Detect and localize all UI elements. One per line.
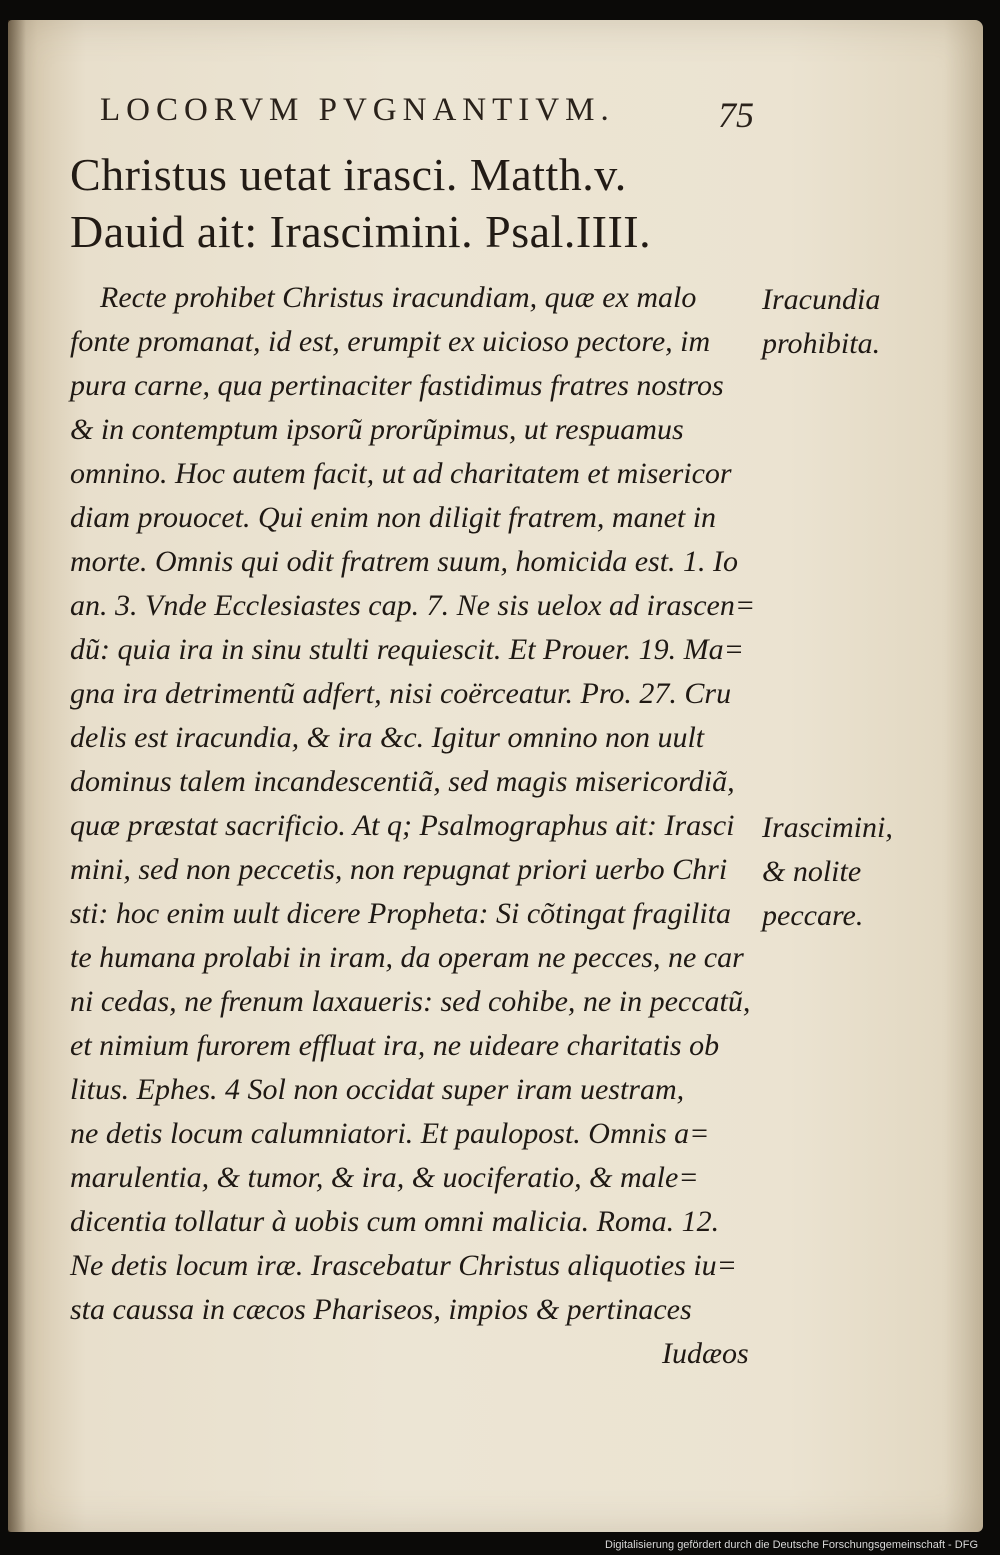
- body-line: dũ: quia ira in sinu stulti requiescit. Et Prouer. 19. Ma=: [70, 633, 744, 666]
- body-line: quæ præstat sacrificio. At q; Psalmographus ait: Irasci: [70, 809, 735, 842]
- body-line: diam prouocet. Qui enim non diligit fratrem, manet in: [70, 501, 717, 534]
- body-line: mini, sed non peccetis, non repugnat priori uerbo Chri: [70, 853, 728, 886]
- body-line: Recte prohibet Christus iracundiam, quæ ex malo: [100, 281, 697, 314]
- body-line: pura carne, qua pertinaciter fastidimus fratres nostros: [70, 369, 724, 402]
- margin-note-line: Iracundia: [762, 283, 881, 316]
- body-line: dicentia tollatur à uobis cum omni malicia. Roma. 12.: [70, 1205, 720, 1238]
- body-line: fonte promanat, id est, erumpit ex uicioso pectore, im: [70, 325, 711, 358]
- body-line: & in contemptum ipsorũ prorũpimus, ut respuamus: [70, 413, 684, 446]
- section-heading-line-2: Dauid ait: Irascimini. Psal.IIII.: [70, 206, 652, 257]
- body-line: dominus talem incandescentiã, sed magis misericordiã,: [70, 765, 735, 798]
- margin-note-line: peccare.: [762, 899, 864, 932]
- body-line: delis est iracundia, & ira &c. Igitur omnino non uult: [70, 721, 705, 754]
- page-number: 75: [718, 95, 754, 135]
- body-line: omnino. Hoc autem facit, ut ad charitatem et misericor: [70, 457, 732, 490]
- body-line: Ne detis locum iræ. Irascebatur Christus aliquoties iu=: [70, 1249, 737, 1282]
- body-line: sti: hoc enim uult dicere Propheta: Si cõtingat fragilita: [70, 897, 732, 930]
- section-heading-line-1: Christus uetat irasci. Matth.v.: [70, 149, 627, 200]
- page-gutter-shadow: [8, 20, 26, 1532]
- body-line: et nimium furorem effluat ira, ne uideare charitatis ob: [70, 1029, 720, 1062]
- body-line: sta caussa in cæcos Phariseos, impios & pertinaces: [70, 1293, 692, 1326]
- body-line: ne detis locum calumniatori. Et paulopost. Omnis a=: [70, 1117, 710, 1150]
- body-line: ni cedas, ne frenum laxaueris: sed cohibe, ne in peccatũ,: [70, 985, 751, 1018]
- body-line: gna ira detrimentũ adfert, nisi coërceatur. Pro. 27. Cru: [70, 677, 732, 710]
- body-line: litus. Ephes. 4 Sol non occidat super iram uestram,: [70, 1073, 685, 1106]
- running-head: LOCORVM PVGNANTIVM.: [100, 92, 615, 128]
- margin-note-line: prohibita.: [762, 327, 881, 360]
- margin-note-line: Irascimini,: [762, 811, 893, 844]
- body-line: te humana prolabi in iram, da operam ne pecces, ne car: [70, 941, 744, 974]
- body-line: marulentia, & tumor, & ira, & uociferatio, & male=: [70, 1161, 699, 1194]
- catchword: Iudæos: [662, 1337, 749, 1370]
- margin-note-line: & nolite: [762, 855, 862, 888]
- digitization-credit: Digitalisierung gefördert durch die Deutsche Forschungsgemeinschaft - DFG: [605, 1539, 978, 1551]
- body-line: morte. Omnis qui odit fratrem suum, homicida est. 1. Io: [70, 545, 739, 578]
- body-line: an. 3. Vnde Ecclesiastes cap. 7. Ne sis uelox ad irascen=: [70, 589, 756, 622]
